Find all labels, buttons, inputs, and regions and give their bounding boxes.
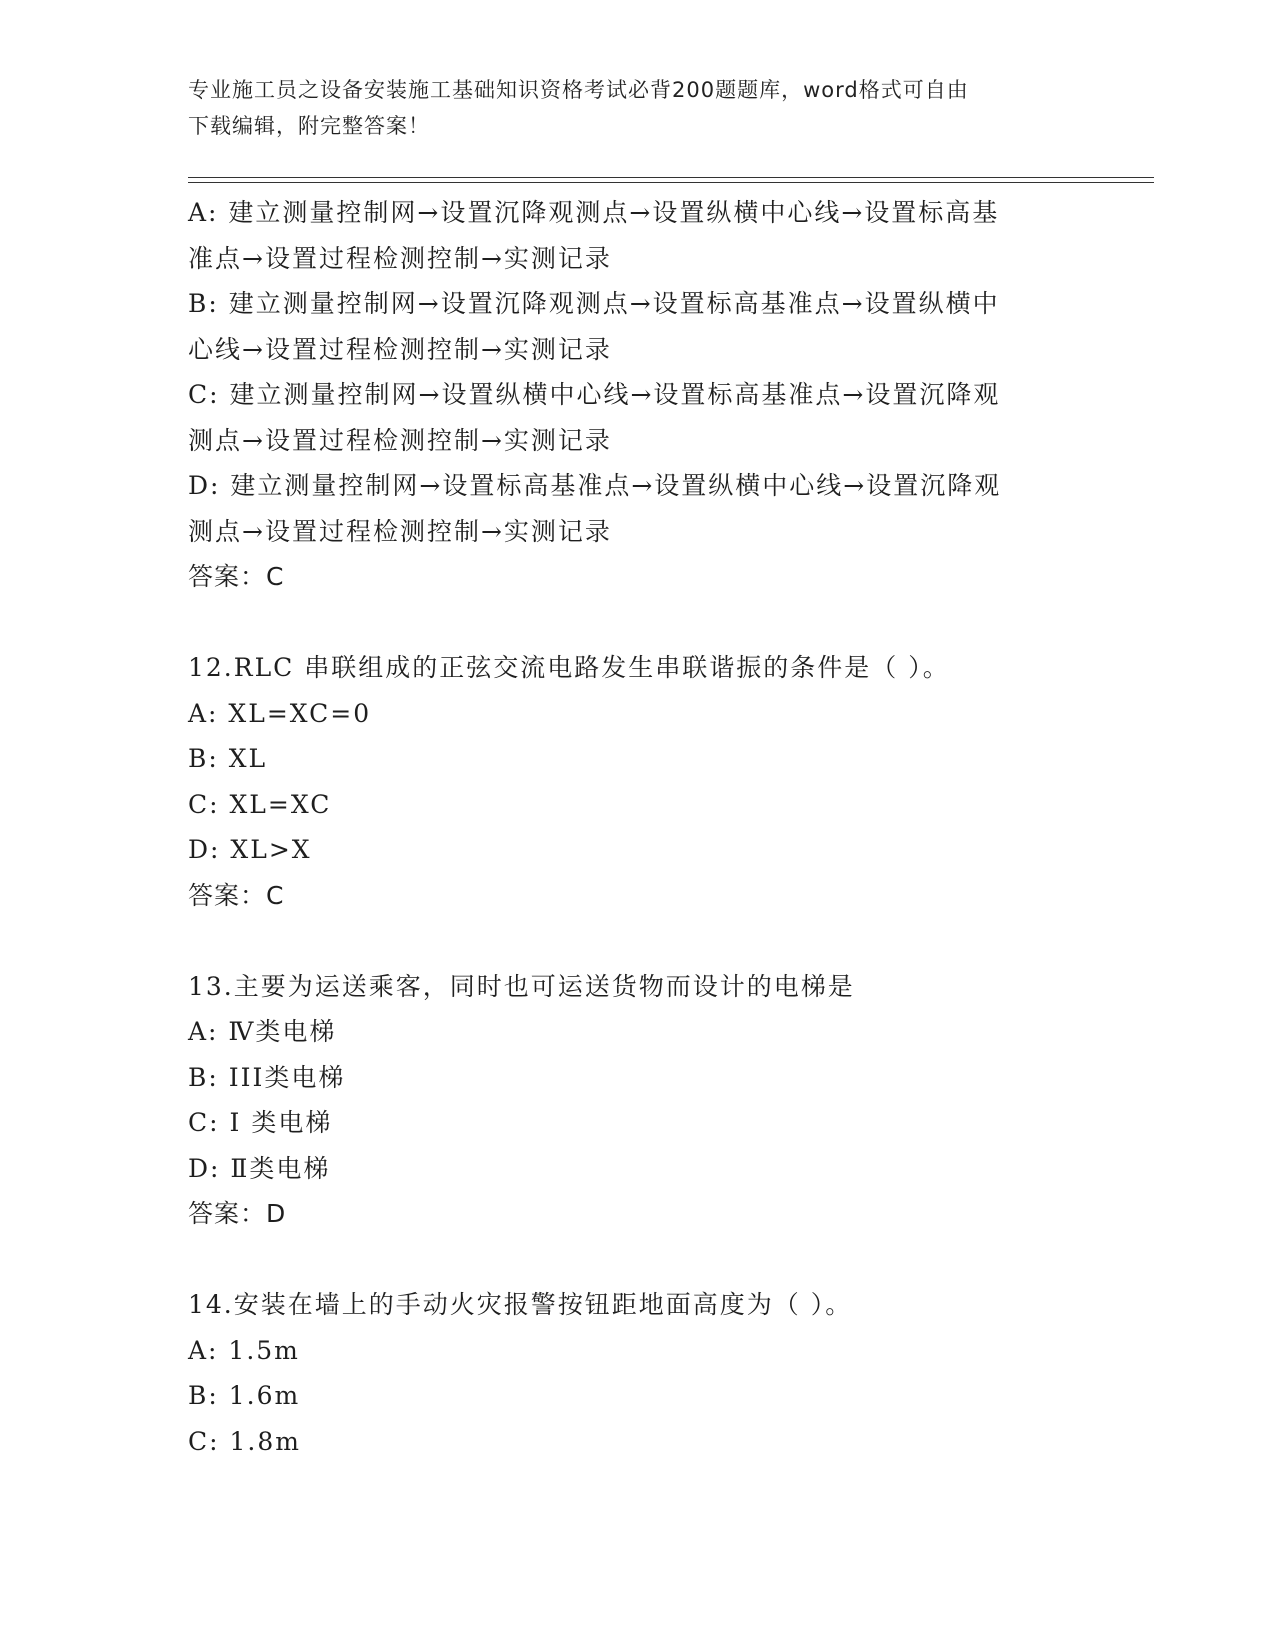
q11-option-c-line-1: C: 建立测量控制网→设置纵横中心线→设置标高基准点→设置沉降观 xyxy=(188,380,1001,409)
q11-option-d-line-1: D: 建立测量控制网→设置标高基准点→设置纵横中心线→设置沉降观 xyxy=(188,471,1002,500)
spacer xyxy=(188,600,1088,646)
q13-option-c: C: I 类电梯 xyxy=(188,1108,333,1137)
header-title-line-1: 专业施工员之设备安装施工基础知识资格考试必背200题题库，word格式可自由 xyxy=(188,78,969,102)
q11-option-c-line-2: 测点→设置过程检测控制→实测记录 xyxy=(188,425,612,455)
question-12-block xyxy=(188,645,1088,918)
q13-option-a: A: Ⅳ类电梯 xyxy=(188,1017,337,1046)
q11-option-b-line-2: 心线→设置过程检测控制→实测记录 xyxy=(188,334,612,364)
q12-option-c: C: XL=XC xyxy=(188,789,332,819)
question-content xyxy=(188,190,1088,1464)
question-14-block xyxy=(188,1282,1088,1464)
q11-option-b-line-1: B: 建立测量控制网→设置沉降观测点→设置标高基准点→设置纵横中 xyxy=(188,289,1000,318)
q12-answer: 答案：C xyxy=(188,880,285,910)
question-13-block xyxy=(188,964,1088,1237)
header-title-line-2: 下载编辑，附完整答案！ xyxy=(188,114,430,138)
q14-option-b: B: 1.6m xyxy=(188,1381,301,1410)
q12-option-b: B: XL xyxy=(188,744,268,773)
q14-option-c: C: 1.8m xyxy=(188,1426,301,1456)
q12-option-a: A: XL=XC=0 xyxy=(188,698,372,728)
document-header xyxy=(188,72,1068,144)
q13-question: 13.主要为运送乘客，同时也可运送货物而设计的电梯是 xyxy=(188,971,855,1001)
q11-answer: 答案：C xyxy=(188,562,285,591)
header-rule-top xyxy=(188,177,1154,178)
q13-option-d: D: Ⅱ类电梯 xyxy=(188,1153,331,1183)
question-11-block xyxy=(188,190,1088,600)
q14-question: 14.安装在墙上的手动火灾报警按钮距地面高度为（ ）。 xyxy=(188,1290,853,1319)
q11-option-a-line-1: A: 建立测量控制网→设置沉降观测点→设置纵横中心线→设置标高基 xyxy=(188,198,1000,227)
spacer xyxy=(188,918,1088,964)
q12-option-d: D: XL>X xyxy=(188,835,312,864)
header-rule-bottom xyxy=(188,182,1154,183)
q11-option-a-line-2: 准点→设置过程检测控制→实测记录 xyxy=(188,243,612,273)
q13-option-b: B: III类电梯 xyxy=(188,1062,346,1092)
spacer xyxy=(188,1237,1088,1283)
q14-option-a: A: 1.5m xyxy=(188,1335,300,1365)
q11-option-d-line-2: 测点→设置过程检测控制→实测记录 xyxy=(188,516,612,546)
q13-answer: 答案：D xyxy=(188,1199,287,1228)
q12-question: 12.RLC 串联组成的正弦交流电路发生串联谐振的条件是（ ）。 xyxy=(188,653,950,682)
